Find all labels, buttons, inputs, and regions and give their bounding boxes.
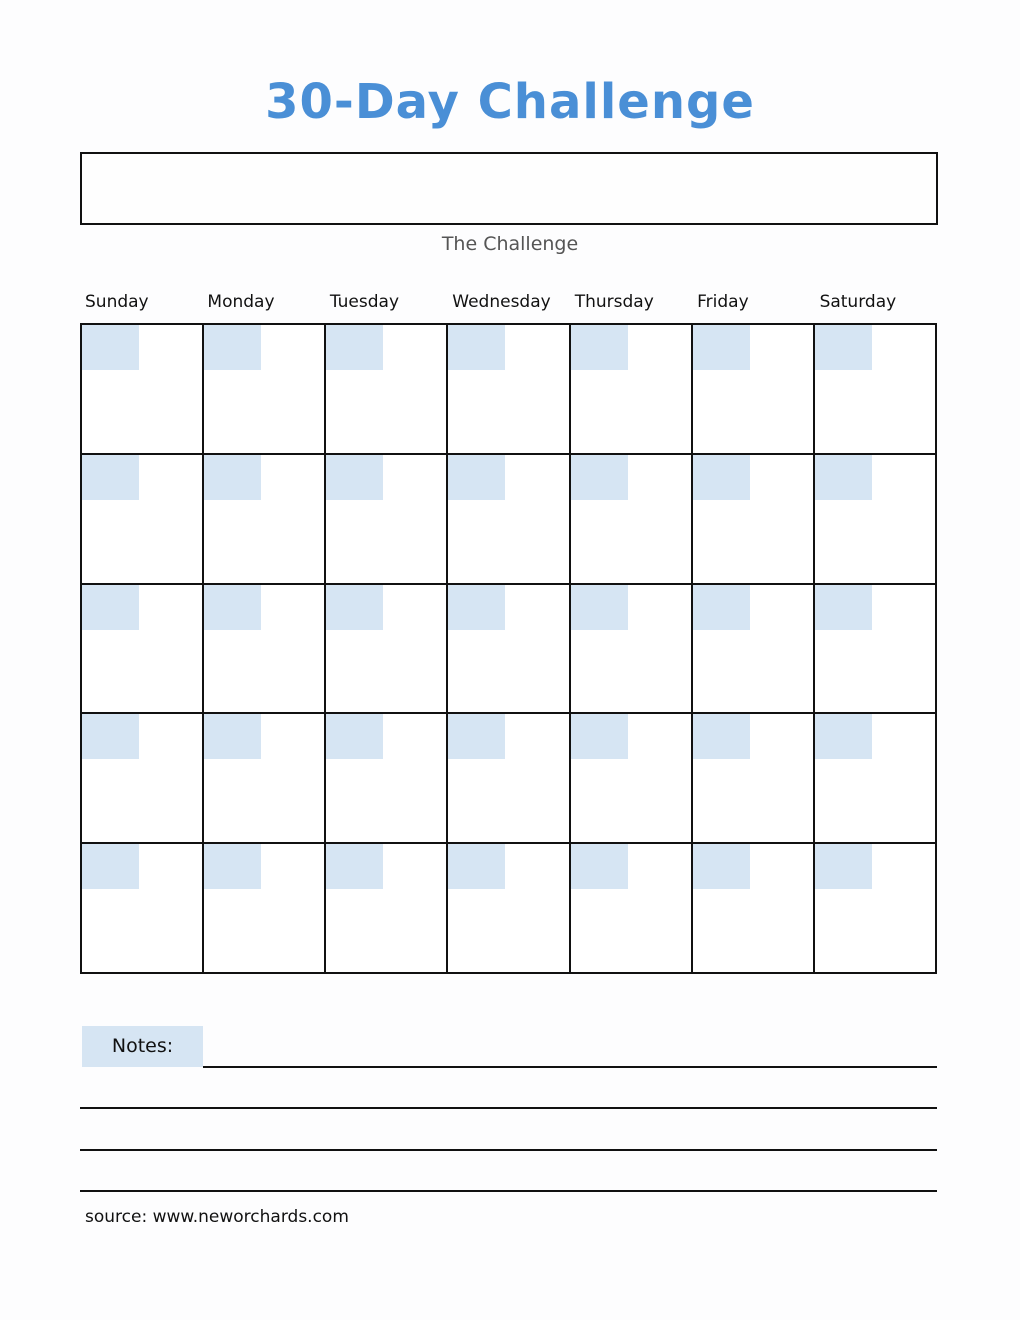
day-number-box[interactable] — [571, 844, 628, 889]
calendar-day-cell[interactable] — [448, 325, 570, 455]
calendar-day-cell[interactable] — [82, 844, 204, 974]
day-name-thursday: Thursday — [574, 292, 654, 312]
day-number-box[interactable] — [815, 844, 872, 889]
day-number-box[interactable] — [693, 844, 750, 889]
day-number-box[interactable] — [815, 714, 872, 759]
day-number-box[interactable] — [326, 585, 383, 630]
day-number-box[interactable] — [82, 455, 139, 500]
day-number-box[interactable] — [82, 844, 139, 889]
calendar-day-cell[interactable] — [693, 585, 815, 715]
calendar-day-cell[interactable] — [204, 844, 326, 974]
calendar-day-cell[interactable] — [571, 455, 693, 585]
day-number-box[interactable] — [815, 455, 872, 500]
day-name-friday: Friday — [697, 292, 749, 312]
day-name-wednesday: Wednesday — [452, 292, 551, 312]
day-number-box[interactable] — [693, 585, 750, 630]
calendar-day-cell[interactable] — [815, 325, 937, 455]
calendar-grid — [80, 323, 937, 974]
calendar-day-cell[interactable] — [448, 455, 570, 585]
day-number-box[interactable] — [571, 455, 628, 500]
calendar-day-cell[interactable] — [326, 325, 448, 455]
day-name-sunday: Sunday — [85, 292, 149, 312]
calendar-day-cell[interactable] — [448, 714, 570, 844]
calendar-day-cell[interactable] — [693, 455, 815, 585]
day-number-box[interactable] — [571, 714, 628, 759]
calendar-day-cell[interactable] — [448, 585, 570, 715]
day-number-box[interactable] — [326, 455, 383, 500]
day-number-box[interactable] — [693, 714, 750, 759]
calendar-day-cell[interactable] — [82, 585, 204, 715]
day-name-tuesday: Tuesday — [329, 292, 400, 312]
calendar-day-cell[interactable] — [326, 455, 448, 585]
day-number-box[interactable] — [326, 844, 383, 889]
calendar-day-cell[interactable] — [571, 585, 693, 715]
day-number-box[interactable] — [448, 585, 505, 630]
notes-line[interactable] — [203, 1066, 937, 1068]
day-number-box[interactable] — [82, 714, 139, 759]
calendar-day-cell[interactable] — [326, 585, 448, 715]
calendar-day-cell[interactable] — [571, 325, 693, 455]
calendar-day-cell[interactable] — [815, 844, 937, 974]
notes-line[interactable] — [80, 1149, 937, 1151]
day-number-box[interactable] — [82, 325, 139, 370]
day-number-box[interactable] — [693, 325, 750, 370]
calendar-day-cell[interactable] — [571, 844, 693, 974]
day-number-box[interactable] — [815, 585, 872, 630]
day-number-box[interactable] — [326, 325, 383, 370]
notes-label: Notes: — [82, 1026, 203, 1067]
day-number-box[interactable] — [693, 455, 750, 500]
challenge-input-box[interactable] — [80, 152, 938, 225]
calendar-day-cell[interactable] — [815, 714, 937, 844]
day-number-box[interactable] — [448, 325, 505, 370]
notes-line[interactable] — [80, 1190, 937, 1192]
challenge-label: The Challenge — [441, 233, 579, 255]
day-number-box[interactable] — [571, 325, 628, 370]
day-number-box[interactable] — [204, 325, 261, 370]
calendar-day-cell[interactable] — [815, 585, 937, 715]
source-text: source: www.neworchards.com — [85, 1207, 349, 1227]
calendar-day-cell[interactable] — [326, 714, 448, 844]
day-number-box[interactable] — [571, 585, 628, 630]
day-names-header — [80, 292, 937, 318]
calendar-day-cell[interactable] — [82, 714, 204, 844]
notes-line[interactable] — [80, 1107, 937, 1109]
page-title: 30-Day Challenge — [265, 74, 755, 130]
day-number-box[interactable] — [204, 844, 261, 889]
calendar-day-cell[interactable] — [204, 455, 326, 585]
day-number-box[interactable] — [448, 844, 505, 889]
calendar-day-cell[interactable] — [693, 844, 815, 974]
day-name-saturday: Saturday — [819, 292, 897, 312]
calendar-day-cell[interactable] — [204, 585, 326, 715]
day-number-box[interactable] — [204, 714, 261, 759]
day-number-box[interactable] — [815, 325, 872, 370]
calendar-day-cell[interactable] — [448, 844, 570, 974]
calendar-day-cell[interactable] — [204, 325, 326, 455]
day-number-box[interactable] — [448, 714, 505, 759]
day-number-box[interactable] — [326, 714, 383, 759]
day-number-box[interactable] — [82, 585, 139, 630]
day-name-monday: Monday — [207, 292, 275, 312]
day-number-box[interactable] — [204, 585, 261, 630]
calendar-day-cell[interactable] — [204, 714, 326, 844]
calendar-day-cell[interactable] — [82, 455, 204, 585]
calendar-day-cell[interactable] — [326, 844, 448, 974]
calendar-day-cell[interactable] — [693, 325, 815, 455]
day-number-box[interactable] — [204, 455, 261, 500]
calendar-day-cell[interactable] — [571, 714, 693, 844]
calendar-day-cell[interactable] — [815, 455, 937, 585]
calendar-day-cell[interactable] — [82, 325, 204, 455]
calendar-day-cell[interactable] — [693, 714, 815, 844]
day-number-box[interactable] — [448, 455, 505, 500]
